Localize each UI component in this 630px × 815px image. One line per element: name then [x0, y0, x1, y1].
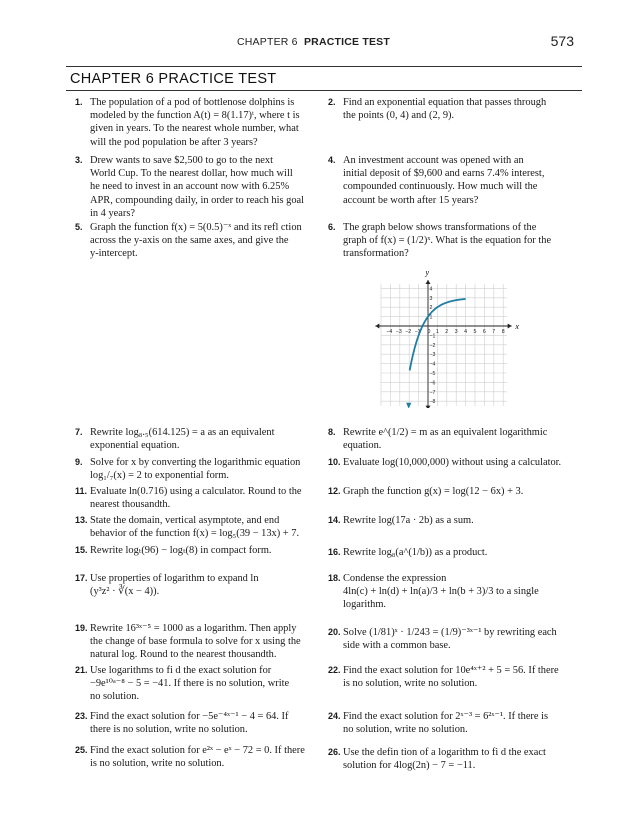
- question-text-line: Rewrite log(17a · 2b) as a sum.: [343, 515, 474, 526]
- question-text-line: the change of base formula to solve for x using the: [90, 636, 301, 648]
- question-number: 17.: [75, 573, 88, 583]
- question-text-line: The graph below shows transformations of the: [343, 222, 537, 233]
- question-24: [328, 710, 568, 736]
- question-8: [328, 426, 568, 452]
- y-tick-label: −2: [429, 342, 436, 349]
- question-20: [328, 626, 568, 652]
- question-17: [75, 572, 300, 598]
- question-16: [328, 546, 568, 559]
- question-text-line: Rewrite e^(1/2) = m as an equivalent logarithmic: [343, 427, 548, 438]
- y-tick-label: −7: [429, 389, 436, 396]
- question-number: 19.: [75, 623, 88, 633]
- question-text-line: transformation?: [343, 248, 409, 260]
- page-title: CHAPTER 6 PRACTICE TEST: [70, 71, 277, 87]
- question-number: 14.: [328, 515, 341, 525]
- question-26: [328, 746, 568, 772]
- question-14: [328, 514, 568, 527]
- question-6: [328, 221, 568, 261]
- x-tick-label: 3: [454, 329, 458, 335]
- running-head-text: [237, 36, 390, 48]
- question-15: [75, 544, 300, 557]
- question-text-line: Rewrite 16³ˣ⁻⁵ = 1000 as a logarithm. Then apply: [90, 623, 297, 634]
- x-tick-label: −2: [405, 329, 412, 335]
- question-text-line: exponential equation.: [90, 440, 180, 452]
- question-number: 22.: [328, 665, 341, 675]
- x-tick-label: −3: [395, 329, 402, 335]
- question-text-line: Graph the function g(x) = log(12 − 6x) + 3.: [343, 486, 524, 497]
- question-22: [328, 664, 568, 690]
- question-text-line: side with a common base.: [343, 640, 451, 652]
- x-tick-label: 6: [482, 329, 486, 335]
- question-text-line: modeled by the function A(t) = 8(1.17)ᵗ, where t is: [90, 110, 300, 122]
- y-tick-label: 3: [429, 295, 433, 302]
- y-tick-label: 1: [429, 314, 433, 321]
- y-tick-label: −4: [429, 361, 436, 368]
- page-number: 573: [550, 33, 574, 49]
- top-rule: [66, 66, 582, 67]
- question-text-line: Evaluate ln(0.716) using a calculator. Round to the: [90, 486, 302, 497]
- y-axis-label: y: [425, 268, 430, 278]
- question-number: 9.: [75, 457, 83, 467]
- y-tick-label: 2: [429, 305, 433, 312]
- question-text-line: 4ln(c) + ln(d) + ln(a)/3 + ln(b + 3)/3 to a single: [343, 586, 539, 598]
- question-text-line: y-intercept.: [90, 248, 138, 260]
- question-text-line: Find the exact solution for 10e⁴ˣ⁺² + 5 = 56. If there: [343, 665, 559, 676]
- question-text-line: log₁/₇(x) = 2 to exponential form.: [90, 470, 229, 482]
- question-number: 20.: [328, 627, 341, 637]
- question-21: [75, 664, 300, 704]
- running-head-section: PRACTICE TEST: [303, 36, 390, 48]
- question-text-line: account be worth after 15 years?: [343, 194, 479, 206]
- x-tick-label: 8: [501, 329, 505, 335]
- question-23: [75, 710, 300, 736]
- question-text-line: Graph the function f(x) = 5(0.5)⁻ˣ and its refl ction: [90, 222, 302, 233]
- question-text-line: is no solution, write no solution.: [90, 758, 225, 770]
- question-text-line: Solve for x by converting the logarithmic equation: [90, 457, 301, 468]
- question-text-line: The population of a pod of bottlenose dolphins is: [90, 97, 295, 108]
- question-text-line: −9e¹⁰ᵃ⁻⁸ − 5 = −41. If there is no solution, write: [90, 678, 290, 690]
- question-text-line: World Cup. To the nearest dollar, how much will: [90, 168, 293, 180]
- transformation-graph: [370, 268, 520, 408]
- question-text-line: Rewrite logₜ(96) − logₜ(8) in compact form.: [90, 545, 272, 556]
- question-19: [75, 622, 301, 662]
- question-number: 6.: [328, 222, 336, 232]
- y-axis-arrow-bottom: [426, 406, 431, 408]
- question-number: 12.: [328, 486, 341, 496]
- question-number: 1.: [75, 97, 83, 107]
- running-head: [0, 33, 630, 52]
- question-number: 13.: [75, 515, 88, 525]
- question-number: 18.: [328, 573, 341, 583]
- question-number: 7.: [75, 427, 83, 437]
- y-axis-arrow: [426, 280, 431, 284]
- x-tick-label: 0: [427, 329, 431, 335]
- x-tick-label: −1: [414, 329, 421, 335]
- question-text-line: Evaluate log(10,000,000) without using a calculator.: [343, 457, 562, 468]
- question-text-line: An investment account was opened with an: [343, 155, 524, 166]
- y-tick-label: 4: [429, 286, 433, 293]
- question-13: [75, 514, 300, 540]
- question-text-line: will the pod population be after 3 years?: [90, 136, 258, 148]
- question-text-line: logarithm.: [343, 599, 386, 611]
- question-text-line: initial deposit of $9,600 and earns 7.4% interest,: [343, 168, 545, 180]
- question-text-line: Find the exact solution for −5e⁻⁴ˣ⁻¹ − 4 = 64. If: [90, 711, 289, 722]
- question-number: 8.: [328, 427, 336, 437]
- question-text-line: State the domain, vertical asymptote, and end: [90, 515, 280, 526]
- question-text-line: Find the exact solution for e²ˣ − eˣ − 72 = 0. If there: [90, 745, 305, 756]
- question-number: 11.: [75, 486, 88, 496]
- x-tick-label: 5: [473, 329, 477, 335]
- question-text-line: graph of f(x) = (1/2)ˣ. What is the equation for the: [343, 235, 552, 247]
- y-tick-label: −8: [429, 399, 436, 406]
- question-text-line: given in years. To the nearest whole number, what: [90, 123, 299, 135]
- question-text-line: equation.: [343, 440, 382, 452]
- question-text-line: Use properties of logarithm to expand ln: [90, 573, 259, 584]
- question-4: [328, 154, 568, 207]
- x-tick-label: −4: [386, 329, 393, 335]
- question-number: 4.: [328, 155, 336, 165]
- question-text-line: there is no solution, write no solution.: [90, 724, 248, 736]
- question-text-line: Solve (1/81)ˣ · 1/243 = (1/9)⁻³ˣ⁻¹ by rewriting each: [343, 627, 557, 638]
- question-text-line: behavior of the function f(x) = log₅(39 − 13x) + 7.: [90, 528, 300, 540]
- question-number: 26.: [328, 747, 341, 757]
- question-text-line: in 4 years?: [90, 207, 136, 219]
- curve-arrow: [406, 403, 411, 408]
- question-text-line: Find the exact solution for 2ˣ⁻³ = 6²ˣ⁻¹. If there is: [343, 711, 549, 722]
- y-tick-label: −6: [429, 380, 436, 387]
- question-12: [328, 485, 568, 498]
- x-axis-label: x: [515, 322, 519, 331]
- question-number: 15.: [75, 545, 88, 555]
- question-9: [75, 456, 301, 482]
- question-7: [75, 426, 300, 452]
- title-rule: [66, 90, 582, 91]
- question-18: [328, 572, 568, 612]
- x-tick-label: 1: [435, 329, 439, 335]
- question-text-line: no solution.: [90, 691, 140, 703]
- question-text-line: across the y-axis on the same axes, and give the: [90, 235, 289, 247]
- question-text-line: Find an exponential equation that passes through: [343, 97, 547, 108]
- question-number: 23.: [75, 711, 88, 721]
- question-2: [328, 96, 568, 122]
- question-text-line: compounded continuously. How much will the: [343, 181, 538, 193]
- x-tick-label: 2: [445, 329, 449, 335]
- question-number: 3.: [75, 155, 83, 165]
- y-tick-label: −1: [429, 333, 436, 340]
- question-text-line: Drew wants to save $2,500 to go to the next: [90, 155, 273, 166]
- running-head-chapter: CHAPTER 6: [236, 36, 298, 48]
- question-number: 21.: [75, 665, 88, 675]
- question-text-line: Use the defin tion of a logarithm to fi d the exact: [343, 747, 546, 758]
- x-tick-label: 4: [464, 329, 467, 335]
- question-number: 24.: [328, 711, 341, 721]
- question-text-line: solution for 4log(2n) − 7 = −11.: [343, 760, 476, 772]
- question-5: [75, 221, 302, 261]
- question-text-line: is no solution, write no solution.: [343, 678, 478, 690]
- y-tick-label: −3: [429, 352, 436, 359]
- question-number: 25.: [75, 745, 88, 755]
- question-number: 5.: [75, 222, 83, 232]
- x-axis-arrow: [508, 324, 512, 329]
- question-text-line: no solution, write no solution.: [343, 724, 468, 736]
- question-number: 2.: [328, 97, 336, 107]
- question-number: 10.: [328, 457, 341, 467]
- question-1: [75, 96, 300, 149]
- y-tick-label: −5: [429, 371, 436, 377]
- question-text-line: the points (0, 4) and (2, 9).: [343, 110, 455, 122]
- question-text-line: (y³z² · ∛(x − 4)).: [90, 586, 160, 598]
- question-text-line: APR, compounding daily, in order to reach his goal: [90, 194, 305, 206]
- question-text-line: he need to invest in an account now with 6.25%: [90, 181, 290, 193]
- question-25: [75, 744, 305, 770]
- x-axis-arrow-left: [375, 324, 379, 329]
- x-tick-label: 7: [492, 329, 496, 335]
- question-3: [75, 154, 305, 220]
- question-10: [328, 456, 568, 469]
- question-text-line: Use logarithms to fi d the exact solution for: [90, 665, 272, 676]
- question-text-line: Condense the expression: [343, 573, 447, 584]
- question-text-line: natural log. Round to the nearest thousandth.: [90, 649, 277, 661]
- question-number: 16.: [328, 547, 341, 557]
- question-text-line: Rewrite log₈(a^(1/b)) as a product.: [343, 547, 488, 558]
- question-text-line: nearest thousandth.: [90, 499, 171, 511]
- question-text-line: Rewrite log₈.₅(614.125) = a as an equivalent: [90, 427, 275, 438]
- question-11: [75, 485, 302, 511]
